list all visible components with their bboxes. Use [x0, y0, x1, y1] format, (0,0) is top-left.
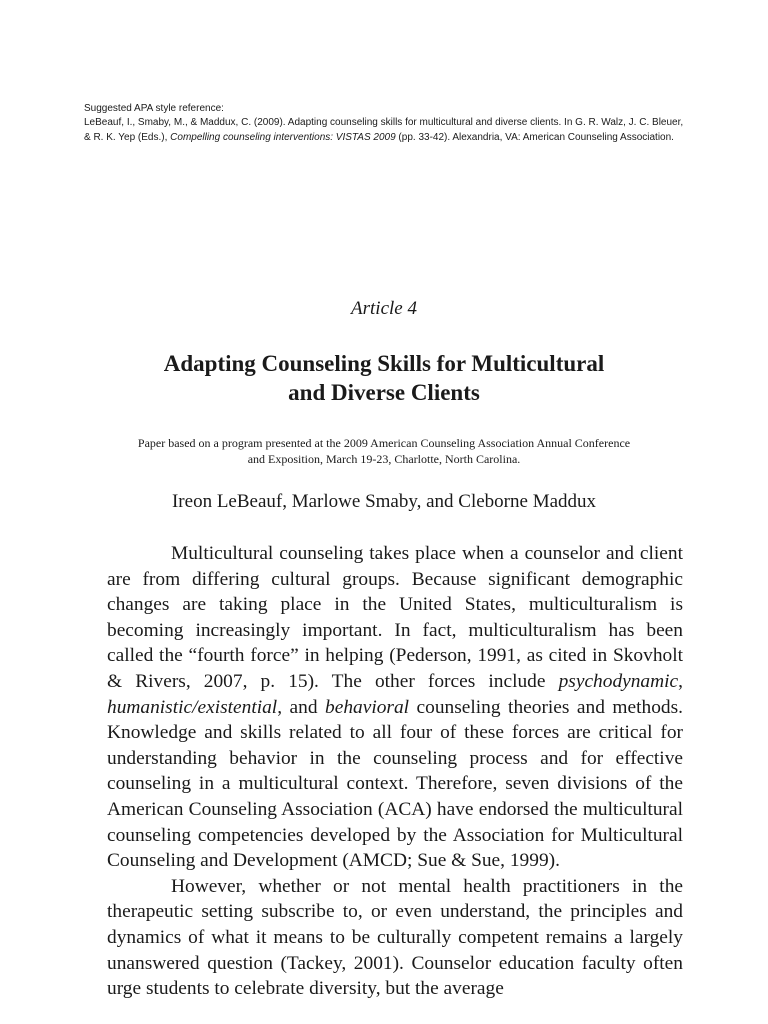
authors: Ireon LeBeauf, Marlowe Smaby, and Cleborne Maddux: [171, 491, 597, 512]
paragraph-1: [107, 541, 683, 874]
paragraph-1-text: Multicultural counseling takes place when a counselor and client are from differing cultural groups. Because significant demographic changes are taking place in the United States, multiculturalism is becoming increasingly important. In fact, multiculturalism has been called the “fourth force” in helping (Pederson, 1991, as cited in Skovholt & Rivers, 2007, p. 15). The other forces include: [107, 543, 683, 692]
citation-text-end: (pp. 33-42). Alexandria, VA: American Counseling Association.: [395, 131, 674, 143]
title-line-1: Adapting Counseling Skills for Multicultural: [163, 351, 605, 376]
apa-reference: [84, 102, 684, 145]
conference-note-line-1: Paper based on a program presented at the 2009 American Counseling Association Annual Conference: [137, 436, 631, 450]
term-humanistic-existential: humanistic/existential: [107, 696, 278, 718]
separator: , and: [277, 696, 326, 718]
article-title: [0, 349, 768, 407]
title-line-2: and Diverse Clients: [288, 380, 480, 405]
reference-citation: [84, 116, 684, 145]
citation-text: LeBeauf, I., Smaby, M., & Maddux, C. (2009). Adapting counseling skills for multicultural and diverse clients. In G. R. Walz, J. C. Bleuer, & R. K. Yep (Eds.),: [84, 117, 684, 143]
reference-heading: Suggested APA style reference:: [84, 103, 224, 114]
term-psychodynamic: psychodynamic: [558, 670, 679, 692]
article-body: [107, 541, 683, 1002]
paragraph-1-text-cont: counseling theories and methods. Knowledge and skills related to all four of these forces are critical for understanding behavior in the counseling process and for effective counseling in a multicultural context. Therefore, seven divisions of the American Counseling Association (ACA) have endorsed the multicultural counseling competencies developed by the Association for Multicultural Counseling and Development (AMCD; Sue & Sue, 1999).: [107, 696, 683, 872]
article-label: Article 4: [351, 298, 417, 319]
term-behavioral: behavioral: [325, 696, 410, 718]
paragraph-2: However, whether or not mental health practitioners in the therapeutic setting subscribe to, or even understand, the principles and dynamics of what it means to be culturally competent remains a largely unanswered question (Tackey, 2001). Counselor education faculty often urge students to celebrate diversity, but the average: [107, 875, 683, 1000]
separator: ,: [678, 670, 683, 692]
conference-note: [0, 436, 768, 467]
conference-note-line-2: and Exposition, March 19-23, Charlotte, North Carolina.: [247, 451, 521, 466]
citation-book-title: Compelling counseling interventions: VISTAS 2009: [170, 131, 396, 143]
